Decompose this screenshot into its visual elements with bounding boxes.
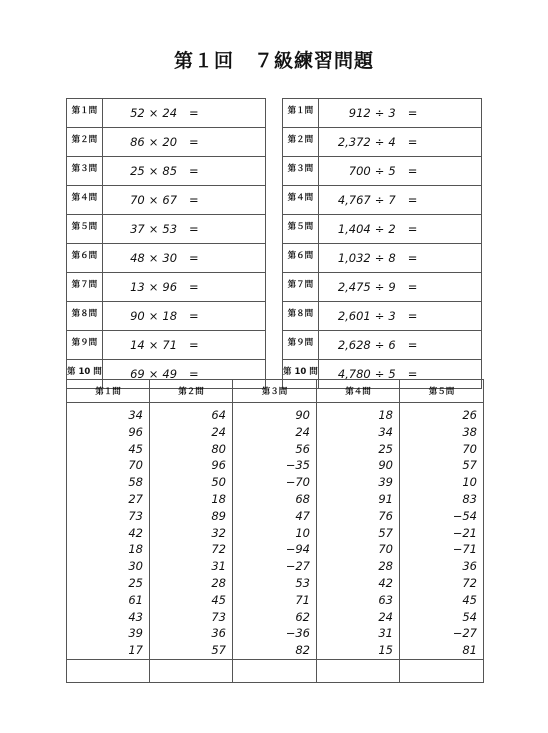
division-problem: [318, 99, 481, 128]
question-label: 第７問: [67, 273, 103, 302]
equals-sign: =: [407, 280, 418, 294]
addend: 17: [128, 643, 143, 658]
question-label: 第 10 問: [67, 360, 103, 389]
addend: 73: [211, 609, 226, 624]
operand-b: 53: [162, 222, 178, 236]
addend: 28: [211, 575, 226, 590]
addend: 31: [378, 626, 393, 641]
answer-cell[interactable]: [233, 659, 317, 682]
addend: 43: [128, 609, 143, 624]
operand-b: 6: [388, 338, 396, 352]
question-label: 第 10 問: [283, 360, 319, 389]
addition-header: 第５問: [399, 380, 483, 403]
operator: ×: [148, 338, 159, 352]
equals-sign: =: [407, 135, 418, 149]
operand-a: 4,767: [337, 193, 371, 207]
operand-a: 70: [130, 193, 145, 207]
operand-b: 5: [388, 367, 396, 381]
operator: ×: [148, 280, 159, 294]
division-problem: [318, 331, 481, 360]
multiplication-problem: [102, 302, 265, 331]
addend: 70: [378, 542, 393, 557]
addend: 61: [128, 592, 143, 607]
multiplication-problem: [102, 273, 265, 302]
addend: 25: [128, 575, 143, 590]
addend: 57: [378, 525, 393, 540]
page-title: 第１回 ７級練習問題: [173, 50, 374, 72]
equals-sign: =: [189, 106, 199, 120]
addend: 34: [378, 424, 393, 439]
equals-sign: =: [407, 193, 418, 207]
answer-cell[interactable]: [316, 659, 399, 682]
equals-sign: =: [407, 222, 418, 236]
division-row: [283, 273, 482, 302]
addend: 18: [378, 408, 393, 422]
addend: 24: [378, 609, 393, 624]
addend: 53: [295, 575, 310, 590]
equals-sign: =: [189, 280, 199, 294]
addend: 54: [462, 609, 477, 624]
addition-header: 第４問: [316, 380, 399, 403]
addend: 24: [211, 424, 226, 439]
addend: 68: [295, 491, 310, 506]
operator: ÷: [374, 106, 385, 120]
operand-b: 4: [388, 135, 396, 149]
multiplication-row: [67, 99, 266, 128]
addend: −54: [452, 508, 477, 523]
operand-b: 30: [162, 251, 178, 265]
addition-column: [399, 403, 483, 660]
operand-b: 18: [162, 309, 178, 323]
question-label: 第９問: [283, 331, 319, 360]
operand-a: 69: [130, 367, 145, 381]
addend: 80: [211, 441, 226, 456]
multiplication-problem: [102, 157, 265, 186]
addend: 10: [295, 525, 310, 540]
addend: 83: [462, 491, 477, 506]
addend: 50: [211, 475, 226, 490]
addend: 70: [128, 458, 143, 473]
answer-cell[interactable]: [399, 659, 483, 682]
equals-sign: =: [189, 251, 199, 265]
operand-a: 2,475: [337, 280, 371, 294]
addend: 39: [128, 626, 143, 641]
addend: 42: [128, 525, 143, 540]
operator: ÷: [374, 367, 385, 381]
question-label: 第１問: [283, 99, 319, 128]
addition-column: [67, 403, 150, 660]
addend: −27: [452, 626, 477, 641]
addend: 47: [295, 508, 310, 523]
question-label: 第３問: [67, 157, 103, 186]
addition-header: 第２問: [150, 380, 233, 403]
operand-a: 90: [130, 309, 145, 323]
addend: −35: [285, 458, 310, 473]
multiplication-problem: [102, 99, 265, 128]
operand-b: 5: [388, 164, 396, 178]
answer-cell[interactable]: [150, 659, 233, 682]
operator: ÷: [374, 164, 385, 178]
operator: ×: [148, 164, 159, 178]
equals-sign: =: [189, 135, 199, 149]
operand-a: 37: [130, 222, 145, 236]
operand-a: 86: [130, 135, 145, 149]
equals-sign: =: [189, 164, 199, 178]
question-label: 第６問: [67, 244, 103, 273]
division-problem: [318, 302, 481, 331]
multiplication-row: [67, 128, 266, 157]
operator: ×: [148, 135, 159, 149]
addend: 18: [211, 491, 226, 506]
multiplication-problem: [102, 244, 265, 273]
addend: 34: [128, 408, 143, 422]
addend: 24: [295, 424, 310, 439]
addend: 30: [128, 559, 143, 574]
addition-header: 第３問: [233, 380, 317, 403]
equals-sign: =: [407, 338, 418, 352]
question-label: 第５問: [67, 215, 103, 244]
division-problem: [318, 244, 481, 273]
division-problem: [318, 186, 481, 215]
operand-a: 912: [348, 106, 371, 120]
equals-sign: =: [189, 193, 199, 207]
operator: ÷: [374, 193, 385, 207]
addend: 10: [462, 475, 477, 490]
addend: 90: [378, 458, 393, 473]
addend: 73: [128, 508, 143, 523]
addend: −27: [285, 559, 310, 574]
question-label: 第５問: [283, 215, 319, 244]
operand-a: 2,628: [337, 338, 371, 352]
operand-b: 67: [162, 193, 178, 207]
division-row: [283, 128, 482, 157]
equals-sign: =: [407, 309, 418, 323]
operand-b: 24: [162, 106, 178, 120]
operator: ×: [148, 106, 159, 120]
addend: 76: [378, 508, 393, 523]
division-problem: [318, 128, 481, 157]
question-label: 第１問: [67, 99, 103, 128]
multiplication-row: [67, 186, 266, 215]
addition-column: [233, 403, 317, 660]
addend: 58: [128, 475, 143, 490]
operand-a: 2,372: [337, 135, 371, 149]
operand-b: 49: [162, 367, 178, 381]
addend: −36: [285, 626, 310, 641]
addend: 62: [295, 609, 310, 624]
division-table: [282, 98, 482, 389]
operand-b: 8: [388, 251, 396, 265]
addend: 89: [211, 508, 226, 523]
addend: 15: [378, 643, 393, 658]
addend: 72: [462, 575, 477, 590]
equals-sign: =: [189, 338, 199, 352]
operand-b: 3: [388, 106, 396, 120]
equals-sign: =: [407, 251, 418, 265]
addend: −21: [452, 525, 477, 540]
operand-a: 4,780: [337, 367, 371, 381]
multiplication-row: [67, 244, 266, 273]
equals-sign: =: [189, 367, 199, 381]
addend: 72: [211, 542, 226, 557]
operand-a: 700: [348, 164, 371, 178]
addend: 81: [462, 643, 477, 658]
division-row: [283, 215, 482, 244]
multiplication-row: [67, 215, 266, 244]
operator: ×: [148, 367, 159, 381]
addition-column: [150, 403, 233, 660]
addend: 63: [378, 592, 393, 607]
addend: 56: [295, 441, 310, 456]
addition-column: [316, 403, 399, 660]
multiplication-problem: [102, 215, 265, 244]
addend: 45: [462, 592, 477, 607]
division-row: [283, 186, 482, 215]
operator: ×: [148, 193, 159, 207]
division-row: [283, 244, 482, 273]
operator: ÷: [374, 251, 385, 265]
operator: ×: [148, 222, 159, 236]
division-problem: [318, 215, 481, 244]
question-label: 第４問: [67, 186, 103, 215]
multiplication-row: [67, 331, 266, 360]
operand-b: 7: [388, 193, 396, 207]
operator: ÷: [374, 135, 385, 149]
addend: 36: [211, 626, 226, 641]
operand-a: 13: [130, 280, 145, 294]
question-label: 第８問: [283, 302, 319, 331]
division-problem: [318, 157, 481, 186]
multiplication-row: [67, 157, 266, 186]
operand-a: 14: [130, 338, 145, 352]
addend: 31: [211, 559, 226, 574]
operand-a: 1,404: [337, 222, 371, 236]
equals-sign: =: [407, 164, 418, 178]
division-row: [283, 302, 482, 331]
addend: 36: [462, 559, 477, 574]
addend: 25: [378, 441, 393, 456]
operand-a: 52: [130, 106, 145, 120]
operand-b: 96: [162, 280, 178, 294]
addend: −71: [452, 542, 477, 557]
question-label: 第６問: [283, 244, 319, 273]
equals-sign: =: [407, 367, 418, 381]
multiplication-row: [67, 273, 266, 302]
operand-a: 1,032: [337, 251, 371, 265]
addend: 96: [128, 424, 143, 439]
operand-b: 85: [162, 164, 178, 178]
operand-a: 48: [130, 251, 145, 265]
operand-b: 9: [388, 280, 396, 294]
addend: 57: [462, 458, 477, 473]
question-label: 第９問: [67, 331, 103, 360]
operator: ÷: [374, 338, 385, 352]
addend: 32: [211, 525, 226, 540]
addend: 96: [211, 458, 226, 473]
question-label: 第２問: [283, 128, 319, 157]
question-label: 第８問: [67, 302, 103, 331]
addend: 45: [211, 592, 226, 607]
addend: 39: [378, 475, 393, 490]
addend: −94: [285, 542, 310, 557]
operator: ÷: [374, 309, 385, 323]
equals-sign: =: [189, 222, 199, 236]
multiplication-problem: [102, 128, 265, 157]
addend: −70: [285, 475, 310, 490]
equals-sign: =: [189, 309, 199, 323]
question-label: 第３問: [283, 157, 319, 186]
addend: 64: [211, 408, 226, 422]
operand-b: 71: [162, 338, 178, 352]
operator: ÷: [374, 222, 385, 236]
addition-header: 第１問: [67, 380, 150, 403]
addend: 28: [378, 559, 393, 574]
addend: 27: [128, 491, 143, 506]
addend: 91: [378, 491, 393, 506]
answer-cell[interactable]: [67, 659, 150, 682]
addition-table: [66, 379, 484, 683]
multiplication-problem: [102, 186, 265, 215]
multiplication-row: [67, 302, 266, 331]
operand-a: 25: [130, 164, 145, 178]
operand-b: 2: [388, 222, 396, 236]
question-label: 第２問: [67, 128, 103, 157]
division-row: [283, 157, 482, 186]
division-row: [283, 99, 482, 128]
multiplication-problem: [102, 331, 265, 360]
question-label: 第４問: [283, 186, 319, 215]
division-problem: [318, 273, 481, 302]
addend: 38: [462, 424, 477, 439]
operand-a: 2,601: [337, 309, 371, 323]
addend: 71: [295, 592, 310, 607]
operator: ÷: [374, 280, 385, 294]
multiplication-table: [66, 98, 266, 389]
addend: 70: [462, 441, 477, 456]
division-row: [283, 331, 482, 360]
addend: 82: [295, 643, 310, 658]
addend: 18: [128, 542, 143, 557]
equals-sign: =: [407, 106, 418, 120]
operand-b: 20: [162, 135, 178, 149]
addend: 26: [462, 408, 477, 422]
question-label: 第７問: [283, 273, 319, 302]
operator: ×: [148, 251, 159, 265]
operand-b: 3: [388, 309, 396, 323]
addend: 42: [378, 575, 393, 590]
addend: 90: [295, 408, 310, 422]
addend: 45: [128, 441, 143, 456]
operator: ×: [148, 309, 159, 323]
addend: 57: [211, 643, 226, 658]
